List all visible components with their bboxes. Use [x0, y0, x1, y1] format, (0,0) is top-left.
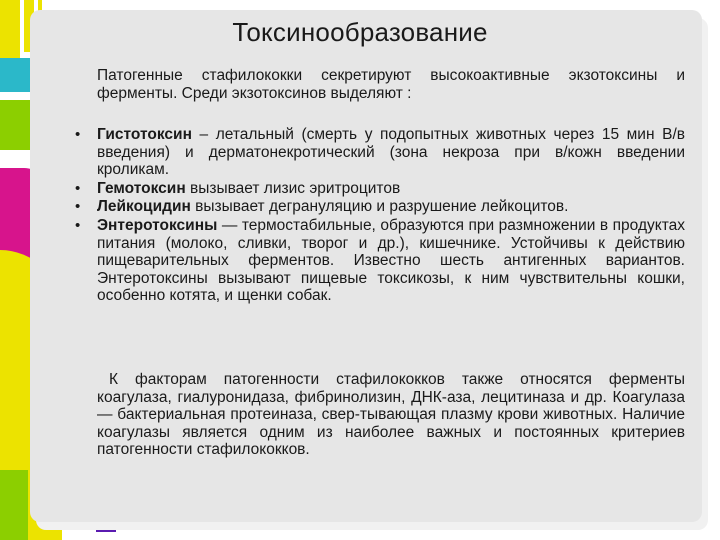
list-item-term: Гистотоксин — [97, 126, 192, 143]
list-item-text: – летальный (смерть у подопытных животных через 15 мин В/в введения) и дерматонекротический (зона некроза при в/кожн введении кроликам. — [97, 126, 685, 179]
green-shape-bottom — [0, 470, 28, 540]
list-item — [97, 198, 685, 216]
intro-paragraph: Патогенные стафилококки секретируют высокоактивные экзотоксины и ферменты. Среди экзотоксинов выделяют : — [97, 67, 685, 102]
list-item-text: вызывает лизис эритроцитов — [185, 179, 401, 197]
list-item — [97, 180, 685, 198]
slide-title: Токсинообразование — [232, 17, 488, 47]
toxin-list — [97, 126, 685, 306]
outro-paragraph: К факторам патогенности стафилококков также относятся ферменты коагулаза, гиалуронидаза, фибринолизин, ДНК-аза, лецитиназа и др. Коагулаза — бактериальная протеиназа, свер-тывающая плазму крови животных. Наличие коагулазы является одним из наиболее важных и постоянных критериев патогенности стафилококков. — [97, 371, 685, 459]
list-item-text: — термостабильные, образуются при размножении в продуктах питания (молоко, сливки, творог и др.), кишечнике. Устойчивы к действию пищеварительных ферментов. Известно шесть антигенных вариантов. Энтеротоксины вызывают пищевые токсикозы, к ним чувствительны кошки, особенно котята, и щенки собак. — [97, 216, 685, 305]
list-item-term: Энтеротоксины — [97, 216, 218, 234]
list-item-text: вызывает дегрануляцию и разрушение лейкоцитов. — [190, 198, 569, 216]
list-item — [97, 126, 685, 179]
list-item-term: Гемотоксин — [97, 179, 186, 197]
list-item — [97, 217, 685, 305]
list-item-term: Лейкоцидин — [97, 198, 191, 216]
